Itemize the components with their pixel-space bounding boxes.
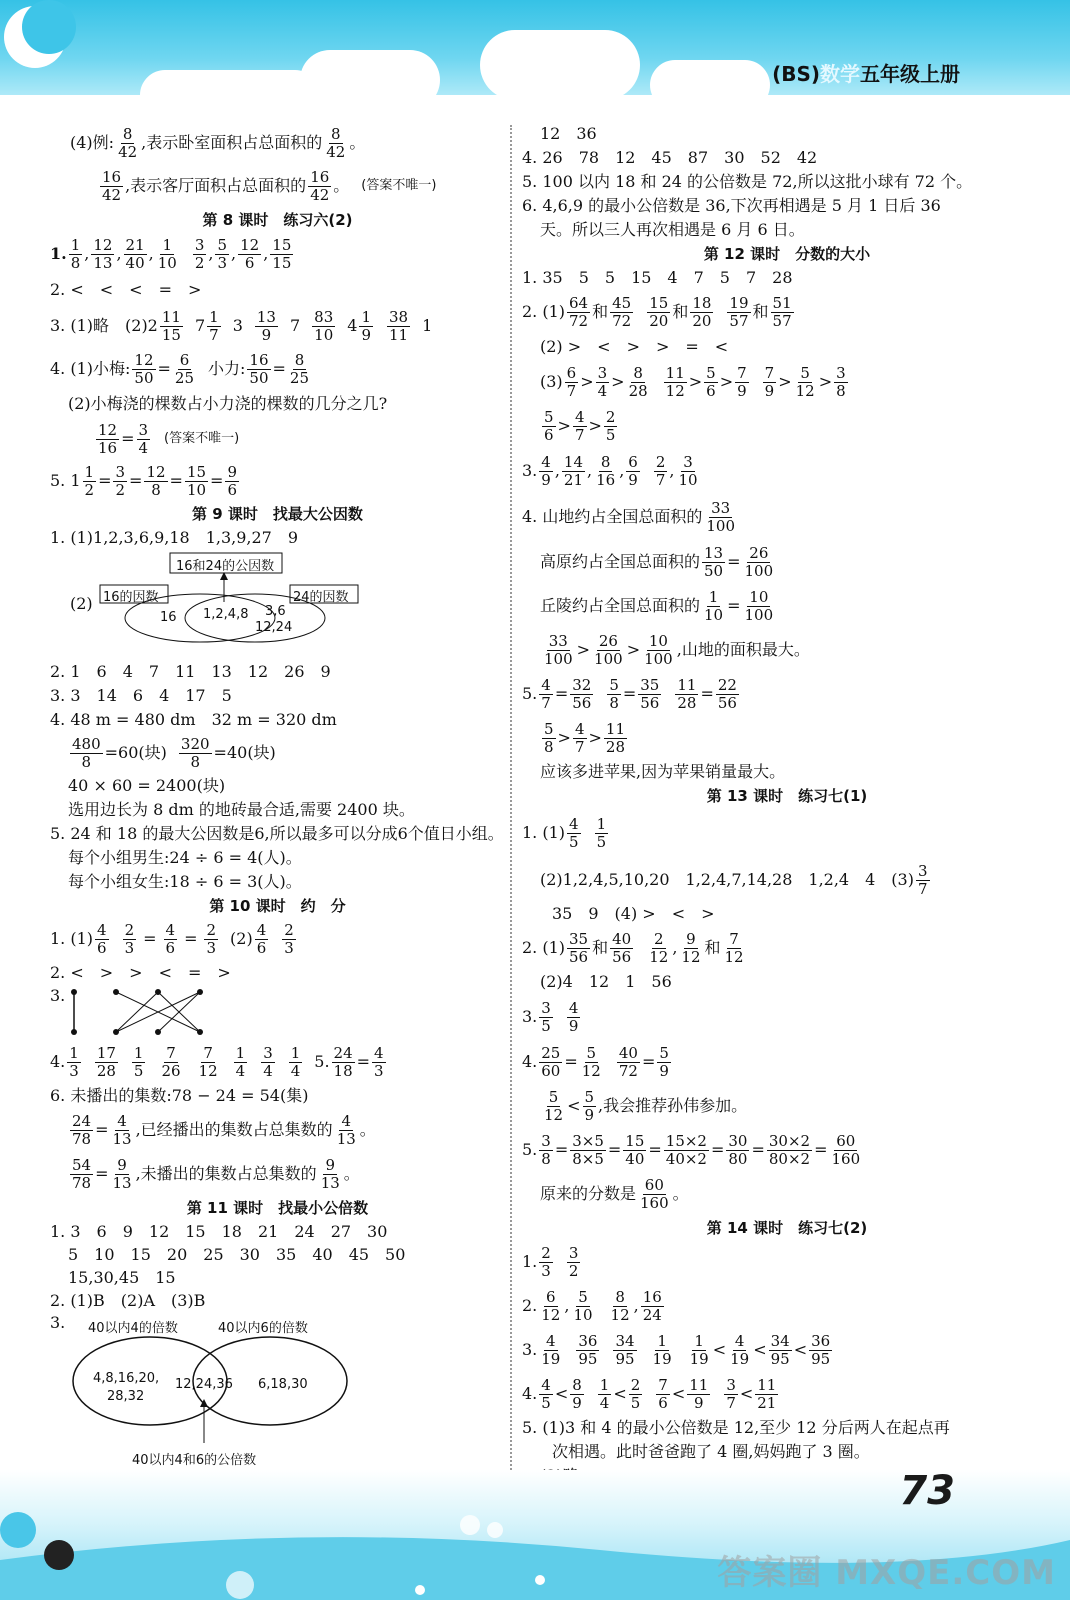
- answer-line: 1. 35 5 5 15 4 7 5 7 28: [522, 268, 793, 288]
- answer-line: $\frac{480}{8}$ =60(块) $\frac{320}{8}$ =40(块): [72, 734, 276, 771]
- answer-line: 4. 25 60 = 5 12 40 72 = 5 9: [522, 1043, 669, 1080]
- section-title: 第 10 课时 约 分: [209, 897, 346, 915]
- answer-line: 1. 1 8 , 12 13 , 21 40 , 1 10 3 2 , 5 3 , 12 6 , 15 15: [50, 235, 292, 272]
- answer-line: 6. 4,6,9 的最小公倍数是 36,下次再相遇是 5 月 1 日后 36: [522, 196, 941, 216]
- venn-diagram-multiples: [50, 1313, 505, 1473]
- answer-line: 2. (1)B (2)A (3)B: [50, 1291, 206, 1311]
- answer-line: 2. 1 6 4 7 11 13 12 26 9: [50, 662, 331, 682]
- question-number: 3.: [50, 986, 66, 1005]
- answer-line: 2. 6 12 , 5 10 8 12 , 16 24: [522, 1287, 662, 1324]
- answer-line: 5 10 15 20 25 30 35 40 45 50: [68, 1244, 406, 1264]
- venn-left-value: 4,8,16,20,: [93, 1371, 160, 1386]
- answer-line: 应该多进苹果,因为苹果销量最大。: [540, 762, 786, 782]
- matching-lines: [64, 986, 284, 1040]
- answer-line: 3. (1)略 (2)2 11 15 7 1 7 3 13 9 7 83 10 4 1 9 38 11 1: [50, 307, 433, 344]
- book-title: (BS)数学五年级上册: [772, 62, 960, 86]
- answer-line: 6. 未播出的集数:78 − 24 = 54(集): [50, 1086, 309, 1106]
- answer-line: 1. (1) 4 6 $\frac{2}{3}$ = $\frac{4}{6}$ = $\frac{2}{3}$ (2) 4 6 2 3: [50, 920, 294, 957]
- answer-line: 1. (1) 4 5 1 5: [522, 814, 607, 851]
- watermark: 答案圈 MXQE.COM: [717, 1553, 1056, 1593]
- answer-line: 1. 2 3 3 2: [522, 1243, 579, 1280]
- column-divider: [510, 125, 512, 1485]
- answer-line: 5. 100 以内 18 和 24 的公倍数是 72,所以这批小球有 72 个。: [522, 172, 973, 192]
- venn-bottom-label: 40以内4和6的公倍数: [132, 1453, 257, 1468]
- answer-line: 每个小组女生:18 ÷ 6 = 3(人)。: [68, 872, 302, 892]
- answer-line: 2. < > > < = >: [50, 963, 231, 983]
- venn-left-value: 28,32: [107, 1389, 145, 1404]
- answer-line: 5 6 > 4 7 > 2 5: [544, 407, 616, 444]
- answer-line: 24 78 = 4 13 ,已经播出的集数占总集数的 4 13 。: [72, 1111, 376, 1148]
- answer-line: 4. (1)小梅: 12 50 = 6 25 小力: 16 50 = 8 25: [50, 350, 310, 387]
- answer-line: 原来的分数是 60 160 。: [540, 1175, 689, 1212]
- venn-top-label: 16和24的公因数: [176, 559, 275, 574]
- answer-line: 高原约占全国总面积的 13 50 = 26 100: [540, 543, 774, 580]
- answer-line: (2)4 12 1 56: [540, 972, 672, 992]
- character-icon: [44, 1540, 74, 1570]
- section-title: 第 14 课时 练习七(2): [706, 1219, 868, 1237]
- answer-line: 4. 48 m = 480 dm 32 m = 320 dm: [50, 710, 337, 730]
- answer-line: 35 9 (4) > < >: [552, 904, 715, 924]
- question-number: 3.: [50, 1313, 66, 1332]
- answer-line: 4. 山地约占全国总面积的 33 100: [522, 498, 735, 535]
- answer-line: 3. 3 5 4 9: [522, 998, 579, 1035]
- answer-line: (2)小梅浇的棵数占小力浇的棵数的几分之几?: [68, 394, 388, 414]
- answer-line: 5 12 < 5 9 ,我会推荐孙伟参加。: [544, 1087, 748, 1124]
- answer-line: 选用边长为 8 dm 的地砖最合适,需要 2400 块。: [68, 800, 415, 820]
- answer-line: 5. 4 7 = 32 56 5 8 = 35 56 11 28 = 22 56: [522, 675, 737, 712]
- venn-left-label: 16的因数: [103, 590, 159, 605]
- venn-right-value: 6,18,30: [258, 1377, 308, 1392]
- answer-line: 5 8 > 4 7 > 11 28: [544, 719, 625, 756]
- answer-line: 12 16 = 3 4 (答案不唯一): [98, 420, 240, 457]
- left-column: [50, 122, 505, 1473]
- answer-line: (2)1,2,4,5,10,20 1,2,4,7,14,28 1,2,4 4 (3) 3 7: [540, 861, 928, 898]
- answer-line: 1. (1)1,2,3,6,9,18 1,3,9,27 9: [50, 528, 299, 548]
- answer-line: 4. 1 3 17 28 1 5 7 26 7 12 1 4 3 4 1 4 5. 24 18 = 4 3: [50, 1043, 384, 1080]
- answer-line: 次相遇。此时爸爸跑了 4 圈,妈妈跑了 3 圈。: [552, 1442, 870, 1462]
- answer-line: 16 42 ,表示客厅面积占总面积的 16 42 。 (答案不唯一): [102, 167, 437, 204]
- answer-line: 1. 3 6 9 12 15 18 21 24 27 30: [50, 1221, 388, 1241]
- answer-line: 2. < < < = >: [50, 280, 202, 300]
- answer-line: (2) > < > > = <: [540, 337, 729, 357]
- venn-mid-value: 12,24,36: [175, 1377, 233, 1392]
- section-title: 第 12 课时 分数的大小: [703, 245, 871, 263]
- answer-line: 40 × 60 = 2400(块): [68, 776, 226, 796]
- answer-line: 5. 24 和 18 的最大公因数是6,所以最多可以分成6个值日小组。: [50, 824, 504, 844]
- answer-line: (4)例: 8 42 ,表示卧室面积占总面积的 8 42 。: [70, 124, 366, 161]
- venn-mid-value: 1,2,4,8: [203, 607, 249, 622]
- venn-left-value: 16: [160, 610, 177, 625]
- sub-label: (2): [70, 594, 93, 613]
- section-title: 第 8 课时 练习六(2): [202, 211, 353, 229]
- answer-line: 5. 1 1 2 = 3 2 = 12 8 = 15 10 = 9 6: [50, 462, 237, 499]
- answer-line: 每个小组男生:24 ÷ 6 = 4(人)。: [68, 848, 302, 868]
- answer-line: (3) 6 7 > 3 4 > 8 28 11 12 > 5 6 > 7 9 7 9 > 5 12 > 3 8: [540, 363, 846, 400]
- venn-right-value: 12,24: [255, 620, 293, 635]
- answer-line: 15,30,45 15: [68, 1267, 176, 1287]
- answer-line: 4. 26 78 12 45 87 30 52 42: [522, 148, 818, 168]
- answer-line: 2. (1) 35 56 和 40 56 2 12 , 9 12 和 7 12: [522, 929, 744, 966]
- matching-diagram: [50, 986, 505, 1040]
- answer-line: 54 78 = 9 13 ,未播出的集数占总集数的 9 13 。: [72, 1155, 360, 1192]
- venn-right-label: 40以内6的倍数: [218, 1321, 308, 1336]
- answer-line: 5. 3 8 = 3×5 8×5 = 15 40 = 15×2 40×2 = 30 80 = 30×2 80×2 = 60 160: [522, 1131, 861, 1168]
- venn-diagram-factors: [50, 550, 505, 660]
- section-title: 第 9 课时 找最大公因数: [192, 505, 363, 523]
- page-header-banner: [0, 0, 1070, 130]
- section-title: 第 11 课时 找最小公倍数: [186, 1199, 369, 1217]
- section-title: 第 13 课时 练习七(1): [706, 787, 868, 805]
- answer-line: 33 100 > 26 100 > 10 100 ,山地的面积最大。: [544, 631, 810, 668]
- answer-line: 3. 4 19 36 95 34 95 1 19 1 19 < 4 19 < 34 95 < 36 95: [522, 1331, 831, 1368]
- answer-line: 3. 4 9 , 14 21 , 8 16 , 6 9 2 7 , 3 10: [522, 452, 698, 489]
- venn-right-label: 24的因数: [293, 590, 349, 605]
- page-number: 73: [899, 1468, 955, 1514]
- venn-right-value: 3,6: [265, 604, 286, 619]
- answer-line: 4. 4 5 < 8 9 1 4 < 2 5 7 6 < 11 9 3 7 < 11 21: [522, 1375, 777, 1412]
- answer-line: 天。所以三人再次相遇是 6 月 6 日。: [540, 220, 805, 240]
- answer-line: 3. 3 14 6 4 17 5: [50, 686, 232, 706]
- answer-line: 12 36: [540, 124, 597, 144]
- answer-line: 丘陵约占全国总面积的 1 10 = 10 100: [540, 587, 774, 624]
- answer-line: 5. (1)3 和 4 的最小公倍数是 12,至少 12 分后两人在起点再: [522, 1418, 950, 1438]
- venn-left-label: 40以内4的倍数: [88, 1321, 178, 1336]
- right-column: [522, 122, 1052, 1488]
- answer-line: 2. (1) 64 72 和 45 72 15 20 和 18 20 19 57 和 51 57: [522, 293, 792, 330]
